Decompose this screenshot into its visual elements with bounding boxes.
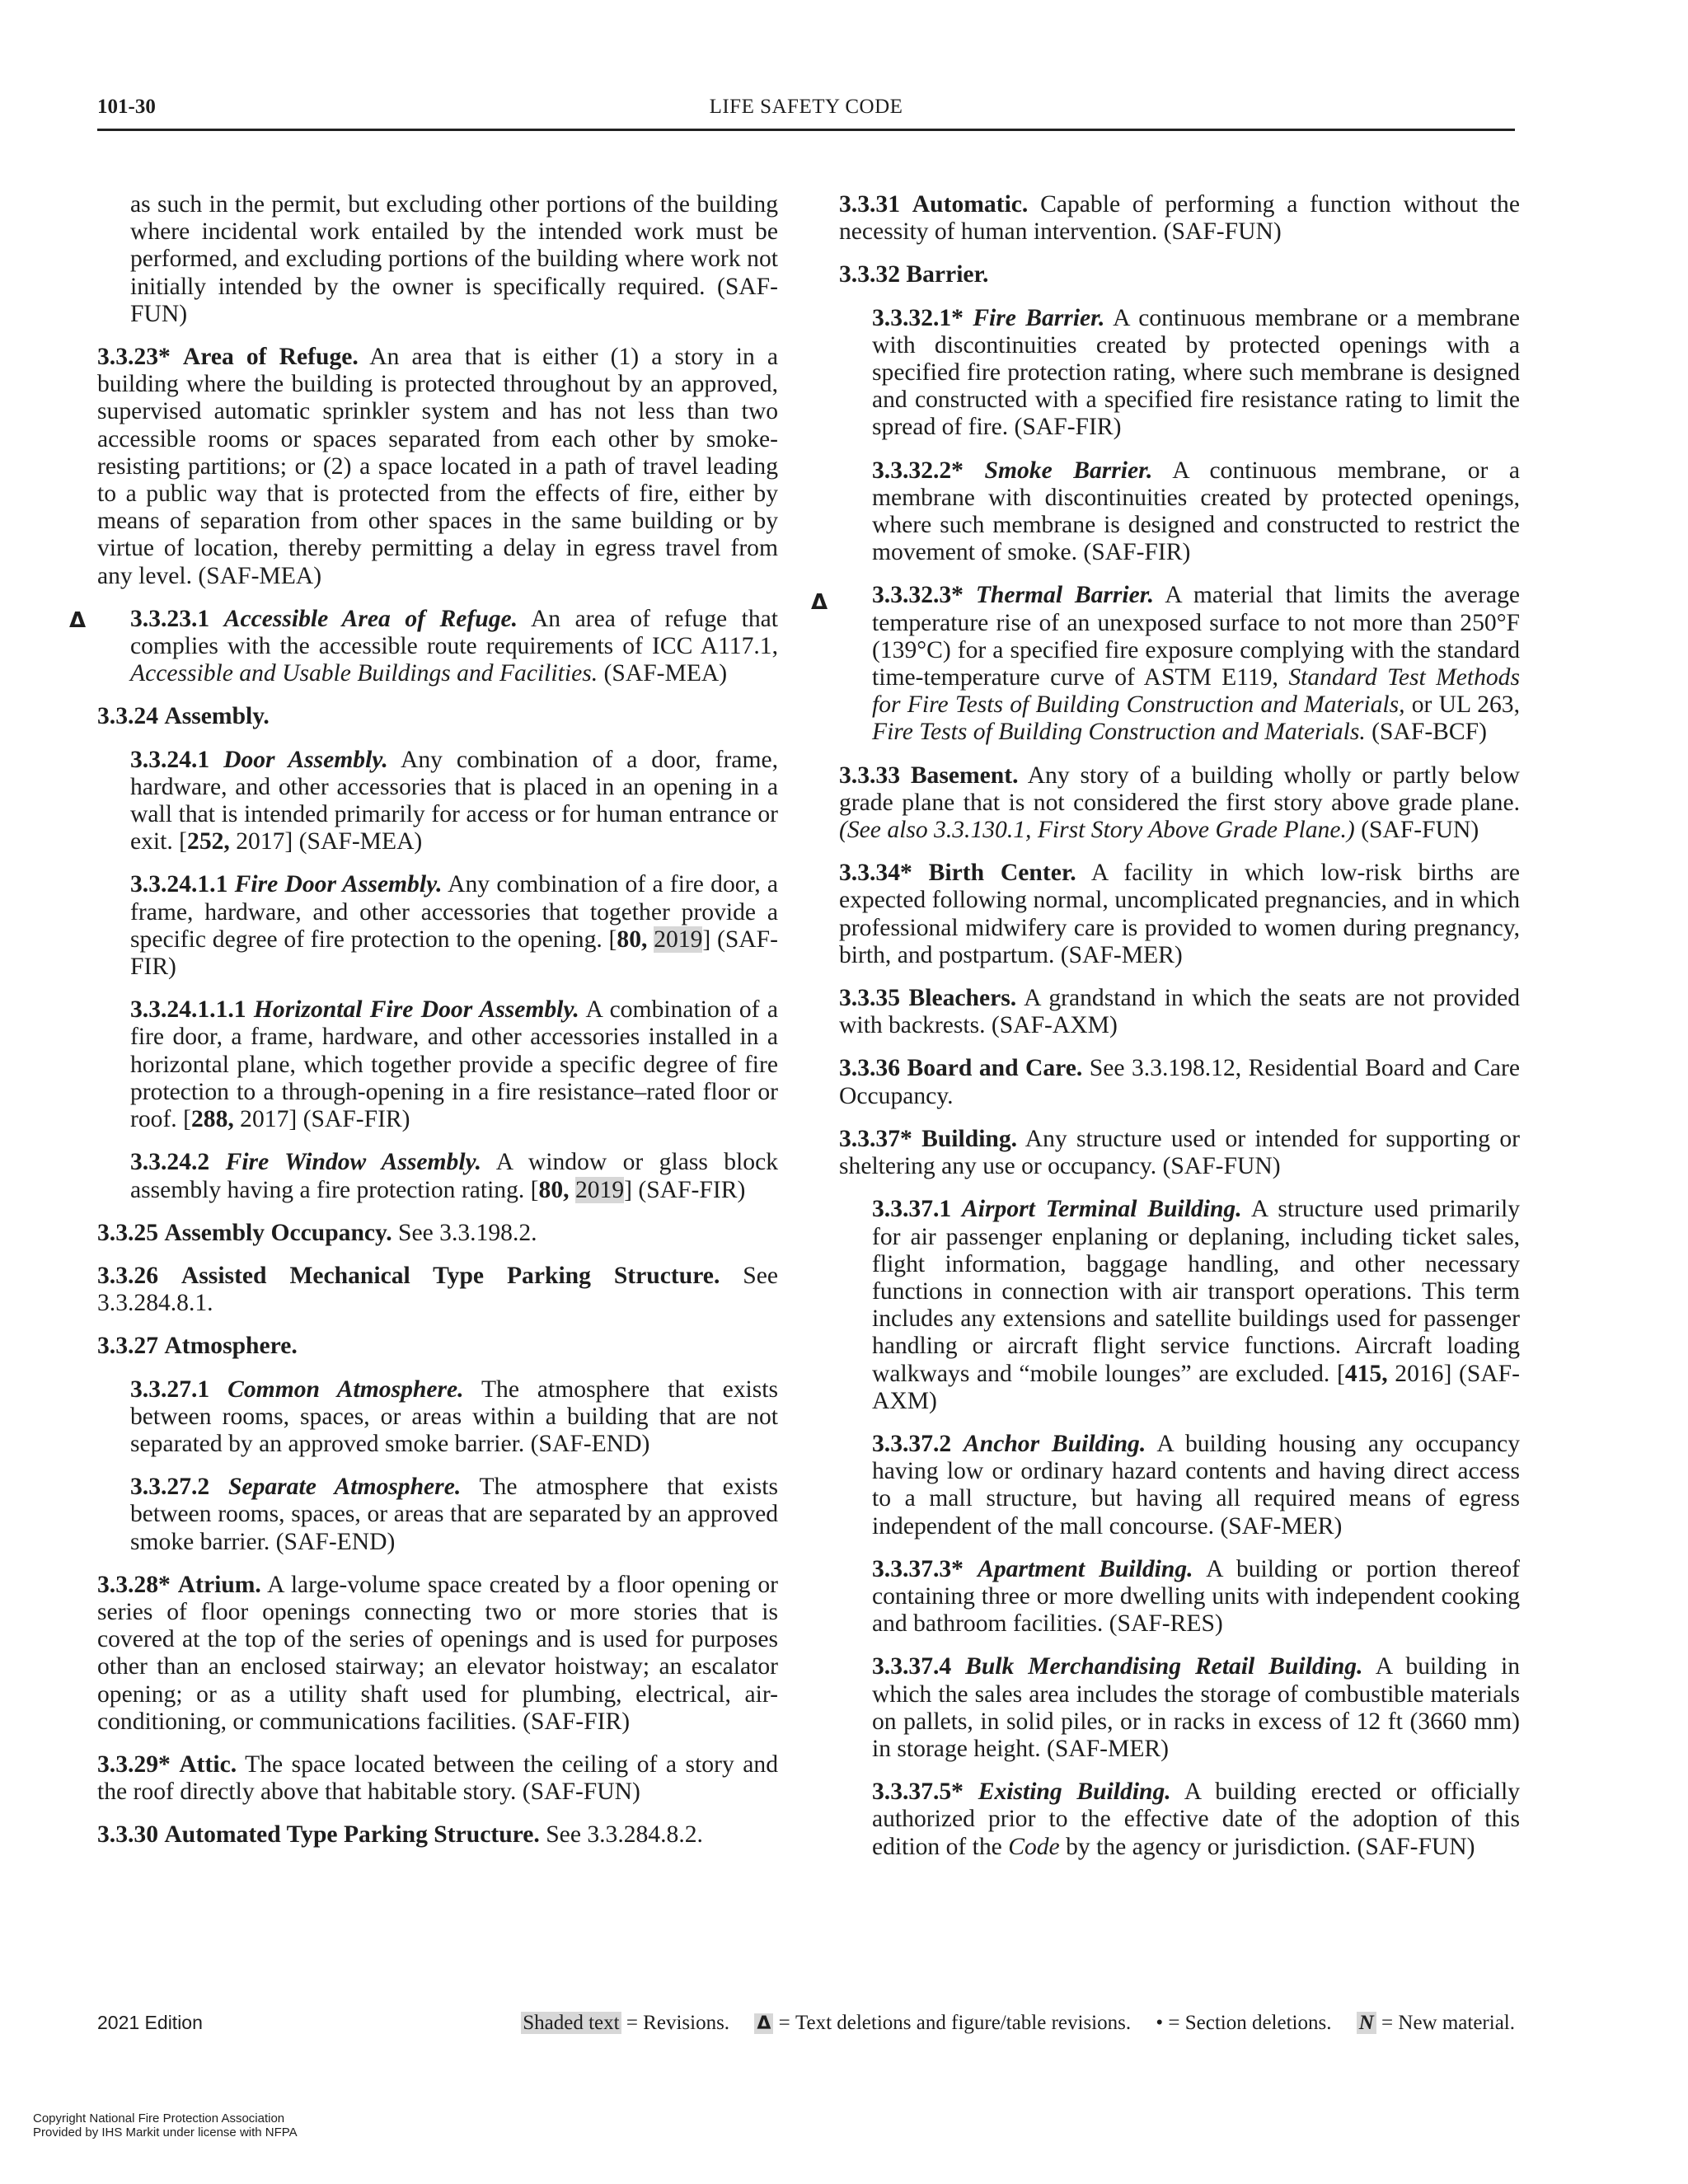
definition-apartment-building: 3.3.37.3* Apartment Building. A building or portion thereof containing three or more dwelling units with independent cooking and bathroom facilities. (SAF-RES) <box>872 1555 1521 1638</box>
legend-shaded-text: Shaded text <box>523 2012 620 2034</box>
definition-anchor-building: 3.3.37.2 Anchor Building. A building housing any occupancy having low or ordinary hazard contents and having direct access to a mall structure, but having all required means of egress independent of the mall concourse. (SAF-MER) <box>872 1430 1520 1540</box>
definition-barrier: 3.3.32 Barrier. <box>839 261 989 288</box>
legend-n-desc: = New material. <box>1381 2012 1515 2034</box>
definition-atrium: 3.3.28* Atrium. A large-volume space created by a floor opening or series of floor openings connecting two or more stories that is covered at the top of the series of openings and is used for purposes other than an enclosed stairway; an elevator hoistway; an escalator opening; or as a utility shaft used for plumbing, electrical, air-conditioning, or communications facilities. (SAF-FIR) <box>97 1571 779 1735</box>
definition-board-and-care: 3.3.36 Board and Care. See 3.3.198.12, Residential Board and Care Occupancy. <box>839 1055 1521 1109</box>
definition-smoke-barrier: 3.3.32.2* Smoke Barrier. A continuous membrane, or a membrane with discontinuities created by protected openings, where such membrane is designed and constructed to restrict the movement of smoke. (SAF-FIR) <box>872 457 1520 566</box>
page-number: 101-30 <box>97 96 156 118</box>
definition-assisted-parking-structure: 3.3.26 Assisted Mechanical Type Parking Structure. See 3.3.284.8.1. <box>97 1262 779 1317</box>
definition-assembly: 3.3.24 Assembly. <box>97 703 270 730</box>
definition-automatic: 3.3.31 Automatic. Capable of performing a function without the necessity of human intervention. (SAF-FUN) <box>839 191 1520 246</box>
definition-bleachers: 3.3.35 Bleachers. A grandstand in which the seats are not provided with backrests. (SAF-AXM) <box>839 985 1521 1039</box>
copyright-line: Copyright National Fire Protection Association <box>33 2111 285 2125</box>
definition-fire-barrier: 3.3.32.1* Fire Barrier. A continuous membrane or a membrane with discontinuities created by protected openings with a specified fire protection rating, where such membrane is designed and constructed with a specified fire resistance rating to limit the spread of fire. (SAF-FIR) <box>872 304 1520 441</box>
definition-basement: 3.3.33 Basement. Any story of a building wholly or partly below grade plane that is not considered the first story above grade plane. (See also 3.3.130.1, First Story Above Grade Plane.) (SAF-FUN) <box>839 762 1520 844</box>
definition-airport-terminal-building: 3.3.37.1 Airport Terminal Building. A structure used primarily for air passenger enplaning or deplaning, including ticket sales, flight information, baggage handling, and other necessary functions in connection with air transport operations. This term includes any extensions and satellite buildings used for passenger handling or aircraft flight service functions. Aircraft loading walkways and “mobile lounges” are excluded. [415, 2016] (SAF-AXM) <box>872 1196 1521 1414</box>
definition-thermal-barrier: 3.3.32.3* Thermal Barrier. A material that limits the average temperature rise of an unexposed surface to not more than 250°F (139°C) for a specified fire exposure complying with the standard time-temperature curve of ASTM E119, Standard Test Methods for Fire Tests of Building Construction and Materials, or UL 263, Fire Tests of Building Construction and Materials. (SAF-BCF) <box>872 582 1521 746</box>
revision-legend <box>521 2012 1515 2035</box>
continuation-paragraph: as such in the permit, but excluding other portions of the building where incidental work entailed by the intended work must be performed, and excluding portions of the building where work not initially intended by the owner is specifically required. (SAF-FUN) <box>130 191 778 327</box>
definition-atmosphere: 3.3.27 Atmosphere. <box>97 1333 298 1360</box>
left-column <box>97 191 778 1865</box>
definition-building: 3.3.37* Building. Any structure used or intended for supporting or sheltering any use or occupancy. (SAF-FUN) <box>839 1125 1520 1180</box>
edition-label: 2021 Edition <box>97 2012 203 2033</box>
copyright-notice <box>33 2111 298 2139</box>
right-column <box>839 191 1520 1877</box>
definition-fire-window-assembly: 3.3.24.2 Fire Window Assembly. A window or glass block assembly having a fire protection rating. [80, 2019] (SAF-FIR) <box>130 1149 779 1203</box>
delta-icon: Δ <box>754 2013 773 2034</box>
definition-horizontal-fire-door-assembly: 3.3.24.1.1.1 Horizontal Fire Door Assembly. A combination of a fire door, a frame, hardware, and other accessories installed in a horizontal plane, which together provide a specific degree of fire protection to a through-opening in a fire resistance–rated floor or roof. [288, 2017] (SAF-FIR) <box>130 996 778 1133</box>
definition-door-assembly: 3.3.24.1 Door Assembly. Any combination of a door, frame, hardware, and other accessories that is placed in an opening in a wall that is intended primarily for access or for human entrance or exit. [252, 2017] (SAF-MEA) <box>130 746 778 855</box>
definition-common-atmosphere: 3.3.27.1 Common Atmosphere. The atmosphere that exists between rooms, spaces, or areas within a building that are not separated by an approved smoke barrier. (SAF-END) <box>130 1376 778 1457</box>
bullet-icon: • <box>1156 2012 1164 2034</box>
license-line: Provided by IHS Markit under license with NFPA <box>33 2125 298 2139</box>
revision-shading: 2019 <box>574 1176 625 1203</box>
definition-bulk-merchandising-retail-building: 3.3.37.4 Bulk Merchandising Retail Building. A building in which the sales area includes the storage of combustible materials on pallets, in solid piles, or in racks in excess of 12 ft (3660 mm) in storage height. (SAF-MER) <box>872 1653 1520 1762</box>
definition-assembly-occupancy: 3.3.25 Assembly Occupancy. See 3.3.198.2. <box>97 1219 537 1246</box>
definition-birth-center: 3.3.34* Birth Center. A facility in which low-risk births are expected following normal, uncomplicated pregnancies, and in which professional midwifery care is provided to women during pregnancy, birth, and postpartum. (SAF-MER) <box>839 860 1520 968</box>
revision-shading: 2019 <box>654 926 703 953</box>
legend-shaded-desc: = Revisions. <box>626 2012 730 2034</box>
definition-accessible-area-of-refuge: 3.3.23.1 Accessible Area of Refuge. An area of refuge that complies with the accessible route requirements of ICC A117.1, Accessible and Usable Buildings and Facilities. (SAF-MEA) <box>130 605 779 687</box>
definition-attic: 3.3.29* Attic. The space located between the ceiling of a story and the roof directly above that habitable story. (SAF-FUN) <box>97 1750 778 1806</box>
running-title: LIFE SAFETY CODE <box>709 96 903 118</box>
new-material-icon: N <box>1357 2012 1376 2034</box>
delta-revision-icon: Δ <box>811 590 828 615</box>
page-header <box>97 96 1515 131</box>
page-footer <box>97 2012 1515 2041</box>
definition-existing-building: 3.3.37.5* Existing Building. A building erected or officially authorized prior to the effective date of the adoption of this edition of the Code by the agency or jurisdiction. (SAF-FUN) <box>872 1779 1520 1860</box>
definition-fire-door-assembly: 3.3.24.1.1 Fire Door Assembly. Any combination of a fire door, a frame, hardware, and other accessories that together provide a specific degree of fire protection to the opening. [80, 2019] (SAF-FIR) <box>130 871 778 981</box>
legend-bullet-desc: = Section deletions. <box>1168 2012 1332 2034</box>
definition-automated-parking-structure: 3.3.30 Automated Type Parking Structure. See 3.3.284.8.2. <box>97 1821 703 1849</box>
delta-revision-icon: Δ <box>69 608 87 633</box>
definition-separate-atmosphere: 3.3.27.2 Separate Atmosphere. The atmosphere that exists between rooms, spaces, or areas that are separated by an approved smoke barrier. (SAF-END) <box>130 1474 778 1555</box>
legend-delta-desc: = Text deletions and figure/table revisions. <box>778 2012 1132 2034</box>
definition-area-of-refuge: 3.3.23* Area of Refuge. An area that is either (1) a story in a building where the building is protected throughout by an approved, supervised automatic sprinkler system and has not less than two accessible rooms or spaces separated from each other by smoke-resisting partitions; or (2) a space located in a path of travel leading to a public way that is protected from the effects of fire, either by means of separation from other spaces in the same building or by virtue of location, thereby permitting a delay in egress travel from any level. (SAF-MEA) <box>97 344 779 589</box>
